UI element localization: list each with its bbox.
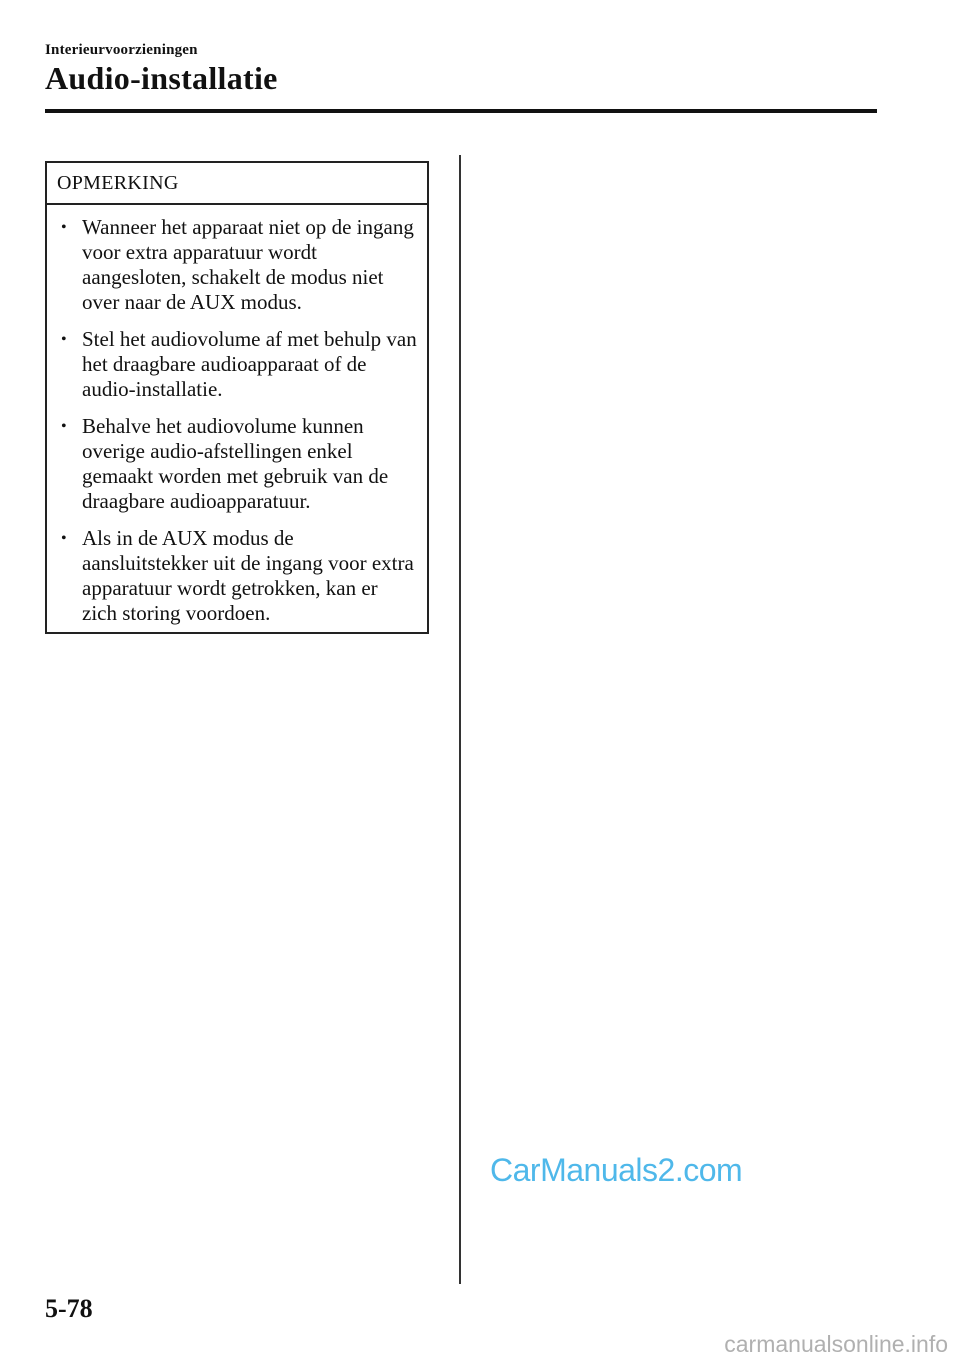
note-item [61,414,417,514]
note-item-text: Wanneer het apparaat niet op de ingang voor extra apparatuur wordt aangesloten, schakelt de modus niet over naar de AUX modus. [82,215,414,314]
column-divider [459,155,461,1284]
note-item-text: Stel het audiovolume af met behulp van het draagbare audioapparaat of de audio-installatie. [82,327,417,401]
note-list [47,205,427,626]
bullet-icon: • [61,331,67,348]
bullet-icon: • [61,530,67,547]
note-item-text: Behalve het audiovolume kunnen overige audio-afstellingen enkel gemaakt worden met gebruik van de draagbare audioapparatuur. [82,414,389,513]
watermark-carmanuals2: CarManuals2.com [490,1152,743,1188]
note-item [61,215,417,315]
note-box [45,161,429,634]
section-label: Interieurvoorzieningen [45,42,198,58]
page-title: Audio-installatie [45,60,278,96]
bullet-icon: • [61,219,67,236]
bullet-icon: • [61,418,67,435]
page-number: 5-78 [45,1294,93,1323]
title-rule [45,109,877,113]
note-heading: OPMERKING [47,163,427,205]
watermark-carmanualsonline: carmanualsonline.info [724,1331,948,1357]
note-item [61,327,417,402]
note-item [61,526,417,626]
note-item-text: Als in de AUX modus de aansluitstekker uit de ingang voor extra apparatuur wordt getrokken, kan er zich storing voordoen. [82,526,414,625]
